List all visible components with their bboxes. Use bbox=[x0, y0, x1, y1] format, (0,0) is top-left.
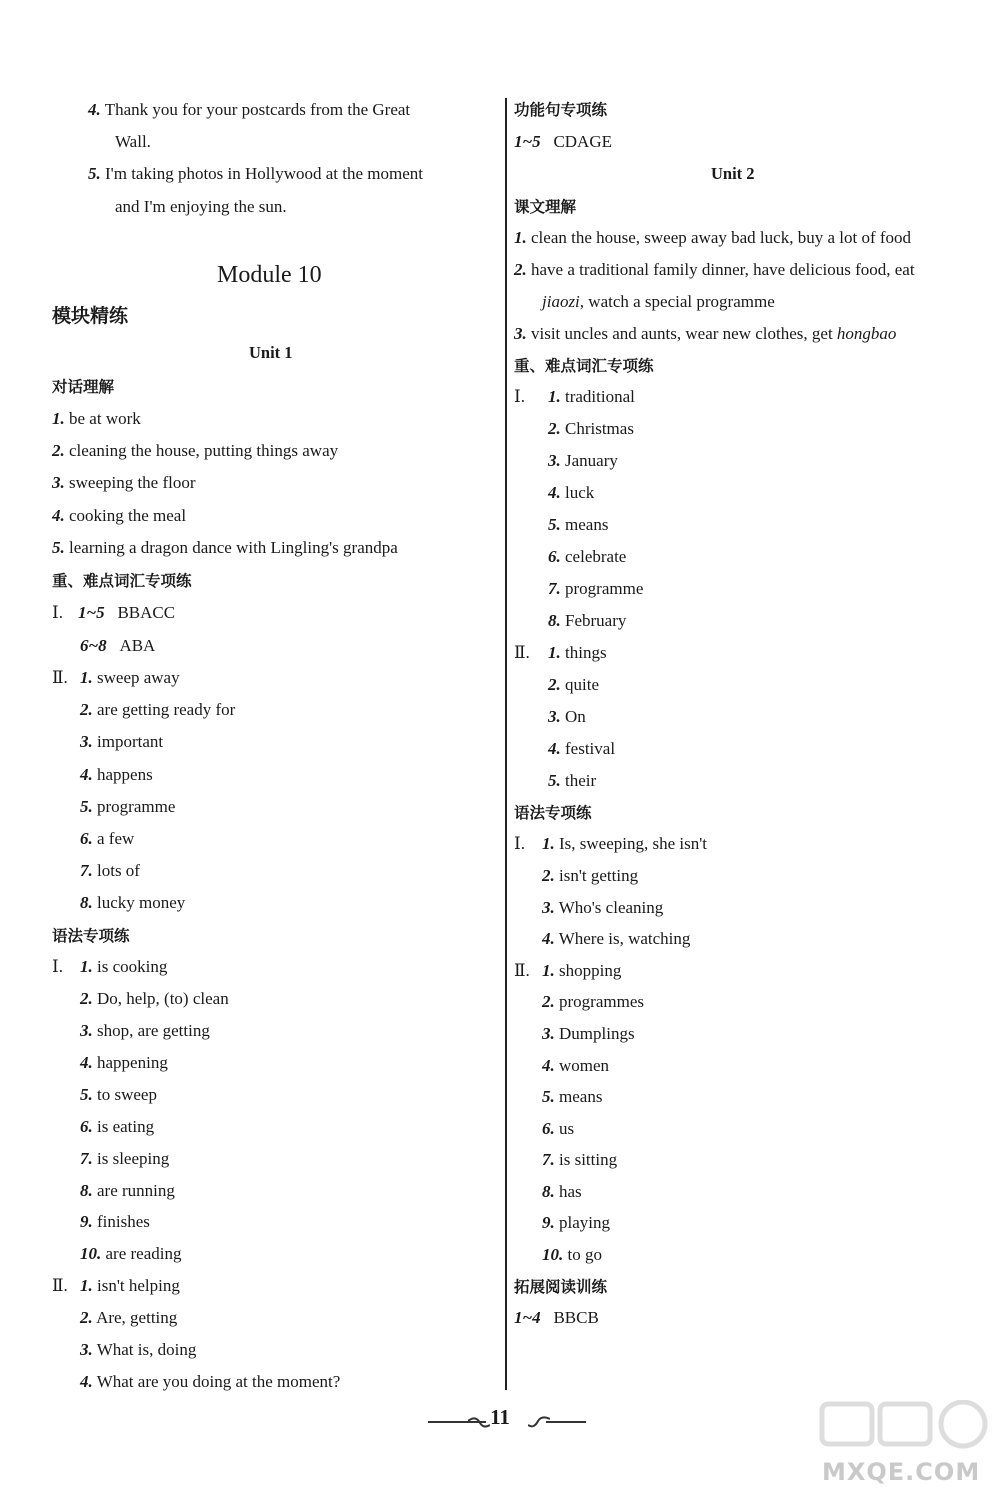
item-text: shopping bbox=[559, 961, 622, 980]
item-text: be at work bbox=[69, 409, 141, 428]
list-item bbox=[80, 892, 185, 914]
item-number: 2. bbox=[542, 992, 555, 1011]
item-number: 6. bbox=[542, 1119, 555, 1138]
item-number: 4. bbox=[542, 929, 555, 948]
list-item bbox=[548, 450, 618, 472]
item-number: 3. bbox=[52, 473, 65, 492]
item-text: What is, doing bbox=[96, 1340, 197, 1359]
item-number: 2. bbox=[548, 419, 561, 438]
item-number: 9. bbox=[542, 1213, 555, 1232]
item-number: 5. bbox=[52, 538, 65, 557]
list-item bbox=[548, 514, 608, 536]
item-number: 1~5 bbox=[514, 132, 541, 151]
list-item bbox=[52, 408, 141, 430]
list-item bbox=[548, 482, 594, 504]
item-number: 5. bbox=[80, 1085, 93, 1104]
roman-numeral: Ⅱ. bbox=[514, 643, 530, 662]
item-text: What are you doing at the moment? bbox=[96, 1372, 341, 1391]
item-number: 4. bbox=[52, 506, 65, 525]
item-number: 9. bbox=[80, 1212, 93, 1231]
list-item bbox=[514, 323, 896, 345]
item-number: 10. bbox=[542, 1245, 564, 1264]
list-item bbox=[80, 1052, 168, 1074]
item-text: lots of bbox=[97, 861, 140, 880]
item-number: 3. bbox=[80, 1021, 93, 1040]
item-text: isn't getting bbox=[559, 866, 639, 885]
item-number: 1. bbox=[548, 387, 561, 406]
item-number: 1. bbox=[80, 957, 93, 976]
list-item bbox=[548, 610, 626, 632]
item-text: happens bbox=[97, 765, 153, 784]
item-number: 4. bbox=[80, 1372, 93, 1391]
unit-title: Unit 2 bbox=[711, 164, 755, 183]
item-number: 1~4 bbox=[514, 1308, 541, 1327]
section-heading: 课文理解 bbox=[514, 198, 577, 216]
list-item bbox=[542, 1118, 574, 1140]
item-number: 2. bbox=[542, 866, 555, 885]
roman-numeral: Ⅰ. bbox=[514, 387, 525, 406]
item-text: to go bbox=[567, 1245, 602, 1264]
list-item bbox=[80, 1243, 181, 1265]
section-heading: 语法专项练 bbox=[52, 927, 130, 945]
item-number: 3. bbox=[542, 898, 555, 917]
watermark-text: MXQE.COM bbox=[822, 1458, 981, 1486]
item-text: BBACC bbox=[117, 603, 176, 622]
item-text: Where is, watching bbox=[558, 929, 691, 948]
item-text: celebrate bbox=[565, 547, 627, 566]
list-item bbox=[80, 731, 163, 753]
item-number: 1. bbox=[80, 1276, 93, 1295]
item-number: 7. bbox=[542, 1150, 555, 1169]
item-text: playing bbox=[559, 1213, 610, 1232]
item-number: 1. bbox=[52, 409, 65, 428]
item-number: 4. bbox=[88, 100, 101, 119]
item-number: 4. bbox=[542, 1056, 555, 1075]
item-text: I'm taking photos in Hollywood at the moment bbox=[105, 164, 424, 183]
item-text: is sitting bbox=[559, 1150, 618, 1169]
list-item bbox=[514, 1307, 599, 1329]
list-item bbox=[52, 440, 338, 462]
item-text: Wall. bbox=[115, 132, 151, 151]
list-item bbox=[542, 1212, 610, 1234]
item-text-italic: jiaozi bbox=[542, 292, 580, 311]
list-item bbox=[80, 1116, 154, 1138]
list-item bbox=[514, 259, 915, 281]
item-number: 6. bbox=[548, 547, 561, 566]
item-number: 1. bbox=[542, 961, 555, 980]
list-item bbox=[542, 1149, 617, 1171]
item-text-italic: hongbao bbox=[836, 324, 897, 343]
list-item bbox=[542, 291, 775, 313]
list-item bbox=[548, 738, 615, 760]
list-item bbox=[52, 602, 175, 624]
item-number: 7. bbox=[80, 861, 93, 880]
item-text: has bbox=[559, 1182, 582, 1201]
item-text: programme bbox=[97, 797, 176, 816]
item-text: Dumplings bbox=[559, 1024, 635, 1043]
item-text: Christmas bbox=[565, 419, 634, 438]
item-number: 4. bbox=[548, 483, 561, 502]
list-item bbox=[80, 1307, 177, 1329]
item-text: clean the house, sweep away bad luck, buy a lot of food bbox=[531, 228, 912, 247]
list-item bbox=[542, 897, 663, 919]
item-number: 6. bbox=[80, 1117, 93, 1136]
page-ornament-right bbox=[546, 1421, 586, 1423]
list-item bbox=[80, 1339, 196, 1361]
item-text: their bbox=[565, 771, 597, 790]
item-text: Are, getting bbox=[96, 1308, 178, 1327]
item-number: 4. bbox=[80, 765, 93, 784]
item-text: happening bbox=[97, 1053, 168, 1072]
item-text: programmes bbox=[559, 992, 644, 1011]
list-item bbox=[548, 546, 626, 568]
item-number: 8. bbox=[80, 893, 93, 912]
list-item bbox=[52, 956, 167, 978]
item-number: 1. bbox=[548, 643, 561, 662]
item-number: 7. bbox=[80, 1149, 93, 1168]
roman-numeral: Ⅱ. bbox=[52, 1276, 68, 1295]
section-heading: 语法专项练 bbox=[514, 804, 592, 822]
item-number: 4. bbox=[548, 739, 561, 758]
list-item bbox=[548, 706, 586, 728]
item-number: 7. bbox=[548, 579, 561, 598]
list-item bbox=[88, 163, 423, 185]
item-number: 5. bbox=[80, 797, 93, 816]
list-item bbox=[548, 674, 599, 696]
item-text: lucky money bbox=[97, 893, 186, 912]
item-text: Who's cleaning bbox=[558, 898, 664, 917]
list-item bbox=[514, 131, 612, 153]
section-heading: 拓展阅读训练 bbox=[514, 1278, 608, 1296]
roman-numeral: Ⅰ. bbox=[52, 957, 63, 976]
item-text: shop, are getting bbox=[97, 1021, 210, 1040]
section-heading: 对话理解 bbox=[52, 378, 115, 396]
item-number: 2. bbox=[80, 989, 93, 1008]
section-heading: 重、难点词汇专项练 bbox=[514, 357, 654, 375]
item-number: 8. bbox=[548, 611, 561, 630]
item-text: means bbox=[565, 515, 609, 534]
item-number: 6. bbox=[80, 829, 93, 848]
list-item bbox=[514, 227, 911, 249]
item-text: things bbox=[565, 643, 607, 662]
item-number: 8. bbox=[542, 1182, 555, 1201]
list-item bbox=[80, 764, 153, 786]
list-item bbox=[52, 1275, 180, 1297]
item-text: are getting ready for bbox=[97, 700, 236, 719]
item-text: On bbox=[565, 707, 586, 726]
item-text: , watch a special programme bbox=[579, 292, 775, 311]
roman-numeral: Ⅱ. bbox=[52, 668, 68, 687]
roman-numeral: Ⅰ. bbox=[52, 603, 63, 622]
item-text: are reading bbox=[105, 1244, 182, 1263]
item-number: 3. bbox=[548, 451, 561, 470]
item-text: Thank you for your postcards from the Great bbox=[104, 100, 411, 119]
list-item bbox=[80, 1020, 210, 1042]
list-item bbox=[80, 828, 134, 850]
list-item bbox=[80, 1211, 150, 1233]
item-number: 6~8 bbox=[80, 636, 107, 655]
item-text: us bbox=[559, 1119, 575, 1138]
item-number: 10. bbox=[80, 1244, 102, 1263]
section-heading: 功能句专项练 bbox=[514, 101, 608, 119]
item-text: quite bbox=[565, 675, 599, 694]
list-item bbox=[52, 472, 196, 494]
list-item bbox=[542, 1055, 609, 1077]
list-item bbox=[548, 770, 596, 792]
item-text: are running bbox=[97, 1181, 175, 1200]
item-text: isn't helping bbox=[97, 1276, 180, 1295]
item-number: 4. bbox=[80, 1053, 93, 1072]
list-item bbox=[80, 796, 175, 818]
roman-numeral: Ⅰ. bbox=[514, 834, 525, 853]
list-item bbox=[542, 1023, 635, 1045]
item-number: 2. bbox=[52, 441, 65, 460]
list-item bbox=[115, 131, 151, 153]
item-number: 1~5 bbox=[78, 603, 105, 622]
list-item bbox=[542, 1181, 582, 1203]
item-number: 3. bbox=[542, 1024, 555, 1043]
list-item bbox=[52, 505, 186, 527]
list-item bbox=[542, 1086, 602, 1108]
item-text: Do, help, (to) clean bbox=[97, 989, 229, 1008]
list-item bbox=[542, 865, 638, 887]
list-item bbox=[80, 860, 140, 882]
item-text: is cooking bbox=[97, 957, 168, 976]
list-item bbox=[514, 642, 607, 664]
item-text: means bbox=[559, 1087, 603, 1106]
item-number: 8. bbox=[80, 1181, 93, 1200]
item-number: 5. bbox=[548, 771, 561, 790]
item-number: 1. bbox=[80, 668, 93, 687]
list-item bbox=[80, 1180, 175, 1202]
list-item bbox=[88, 99, 410, 121]
item-text: women bbox=[559, 1056, 610, 1075]
list-item bbox=[542, 928, 690, 950]
item-text: January bbox=[565, 451, 618, 470]
item-text: luck bbox=[565, 483, 595, 502]
item-number: 3. bbox=[548, 707, 561, 726]
section-heading: 重、难点词汇专项练 bbox=[52, 572, 192, 590]
list-item bbox=[80, 1084, 157, 1106]
item-number: 5. bbox=[542, 1087, 555, 1106]
list-item bbox=[548, 578, 643, 600]
item-number: 5. bbox=[88, 164, 101, 183]
list-item bbox=[548, 418, 634, 440]
list-item bbox=[514, 833, 707, 855]
column-divider bbox=[505, 98, 507, 1390]
item-text: sweeping the floor bbox=[69, 473, 196, 492]
item-text: BBCB bbox=[553, 1308, 599, 1327]
item-text: ABA bbox=[119, 636, 156, 655]
item-text: is sleeping bbox=[97, 1149, 170, 1168]
section-title: 模块精练 bbox=[52, 305, 129, 327]
page-number: 11 bbox=[490, 1405, 510, 1429]
list-item bbox=[80, 1148, 169, 1170]
item-number: 2. bbox=[80, 1308, 93, 1327]
item-text: festival bbox=[565, 739, 616, 758]
item-number: 2. bbox=[548, 675, 561, 694]
item-text: CDAGE bbox=[553, 132, 612, 151]
list-item bbox=[542, 991, 644, 1013]
list-item bbox=[514, 960, 621, 982]
module-title: Module 10 bbox=[217, 262, 322, 288]
item-number: 3. bbox=[80, 1340, 93, 1359]
item-text: programme bbox=[565, 579, 644, 598]
item-text: have a traditional family dinner, have delicious food, eat bbox=[531, 260, 915, 279]
item-number: 2. bbox=[514, 260, 527, 279]
list-item bbox=[80, 635, 155, 657]
item-text: visit uncles and aunts, wear new clothes, get bbox=[531, 324, 837, 343]
item-text: a few bbox=[97, 829, 135, 848]
unit-title: Unit 1 bbox=[249, 343, 293, 362]
item-number: 2. bbox=[80, 700, 93, 719]
list-item bbox=[514, 386, 635, 408]
item-text: important bbox=[97, 732, 164, 751]
item-text: to sweep bbox=[97, 1085, 157, 1104]
list-item bbox=[80, 988, 229, 1010]
item-number: 1. bbox=[542, 834, 555, 853]
list-item bbox=[542, 1244, 602, 1266]
item-text: finishes bbox=[97, 1212, 150, 1231]
item-text: cleaning the house, putting things away bbox=[69, 441, 339, 460]
item-text: cooking the meal bbox=[69, 506, 187, 525]
item-text: February bbox=[565, 611, 627, 630]
item-number: 3. bbox=[80, 732, 93, 751]
item-text: learning a dragon dance with Lingling's grandpa bbox=[69, 538, 398, 557]
list-item bbox=[52, 537, 398, 559]
item-number: 1. bbox=[514, 228, 527, 247]
item-text: and I'm enjoying the sun. bbox=[115, 197, 287, 216]
roman-numeral: Ⅱ. bbox=[514, 961, 530, 980]
item-text: sweep away bbox=[97, 668, 180, 687]
list-item bbox=[80, 1371, 340, 1393]
item-text: is eating bbox=[97, 1117, 155, 1136]
item-number: 5. bbox=[548, 515, 561, 534]
list-item bbox=[52, 667, 180, 689]
item-text: Is, sweeping, she isn't bbox=[559, 834, 708, 853]
list-item bbox=[115, 196, 287, 218]
item-number: 3. bbox=[514, 324, 527, 343]
list-item bbox=[80, 699, 235, 721]
item-text: traditional bbox=[565, 387, 635, 406]
